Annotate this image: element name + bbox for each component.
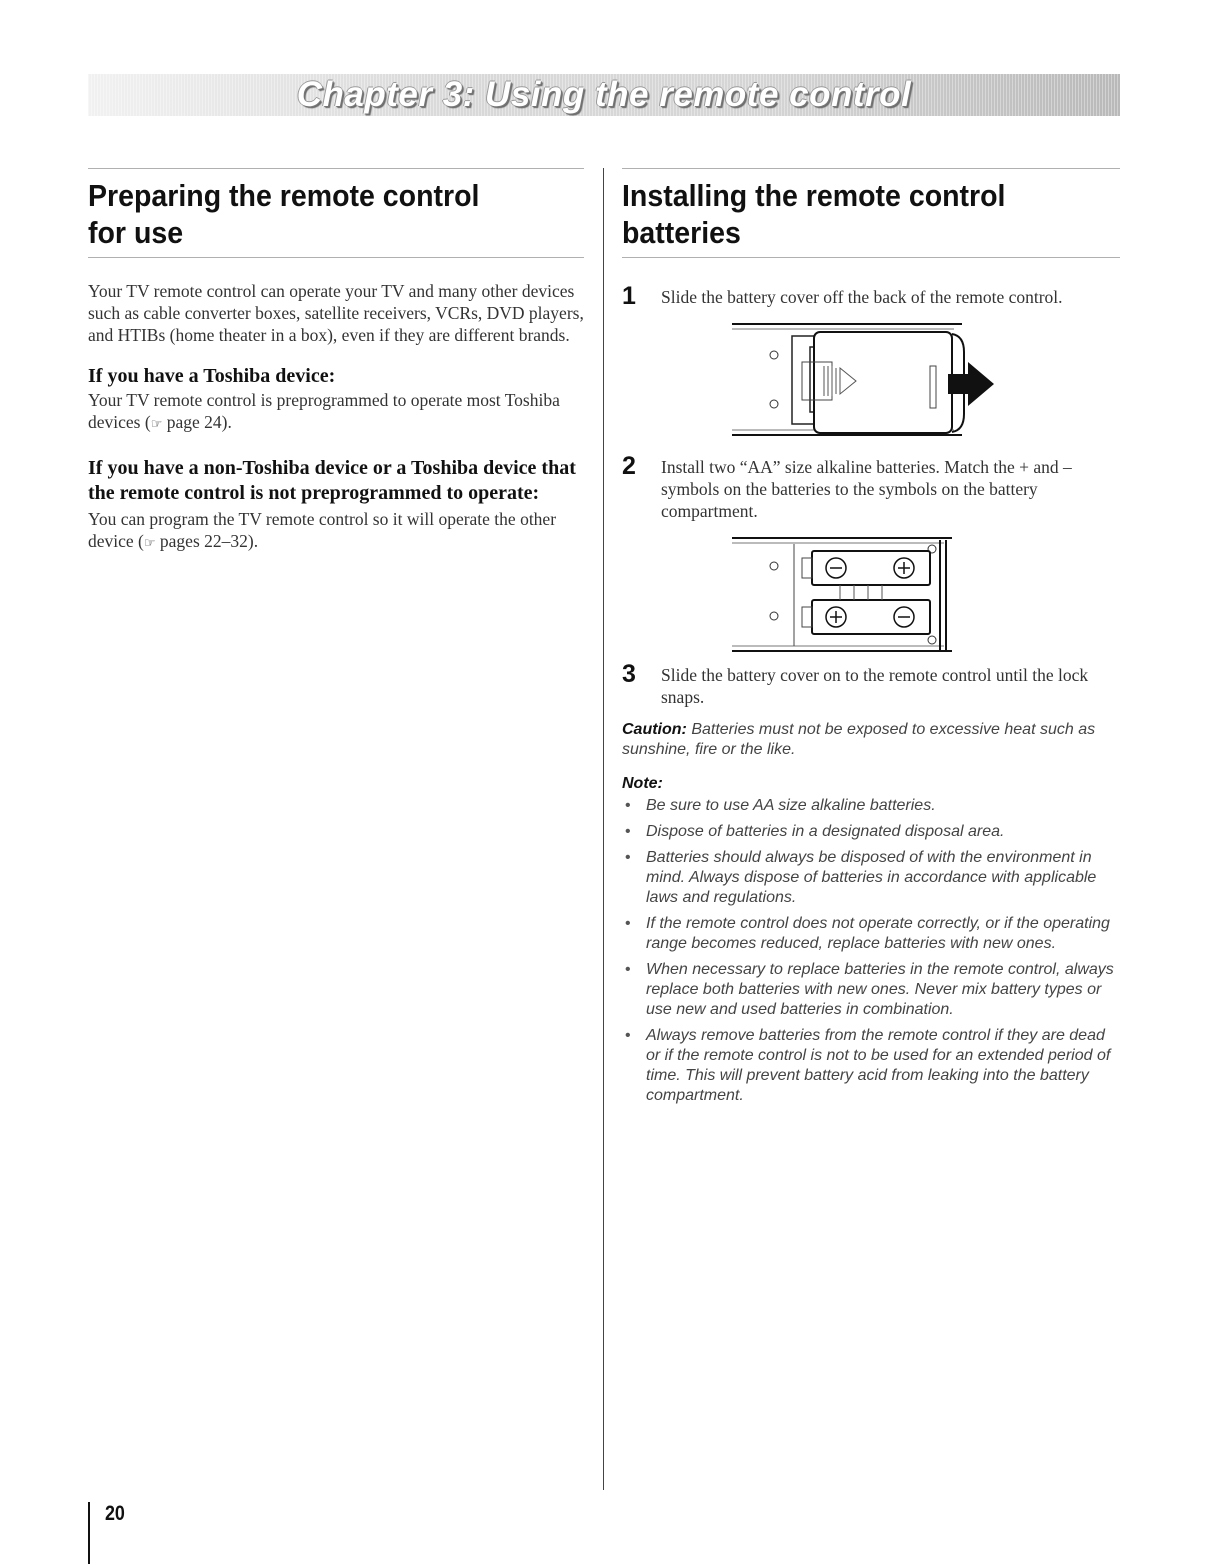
column-divider bbox=[603, 168, 604, 1490]
bullet-icon: • bbox=[625, 849, 631, 866]
list-item: • Dispose of batteries in a designated disposal area. bbox=[625, 823, 1005, 840]
bullet-icon: • bbox=[625, 823, 631, 840]
bullet-icon: • bbox=[625, 797, 631, 814]
intro-paragraph: Your TV remote control can operate your TV and many other devices such as cable converter boxes, satellite receivers, VCRs, DVD players, and HTIBs (home theater in a box), even if they are different brands. bbox=[88, 281, 584, 345]
step-1 bbox=[622, 282, 1120, 310]
heading-bottom-rule bbox=[622, 257, 1120, 258]
bullet-icon: • bbox=[625, 915, 631, 932]
page-number: 20 bbox=[105, 1502, 125, 1525]
section-heading-preparing: Preparing the remote control for use bbox=[88, 178, 480, 250]
list-item: • If the remote control does not operate correctly, or if the operating range becomes reduced, replace batteries with new ones. bbox=[625, 915, 1110, 952]
heading-bottom-rule bbox=[88, 257, 584, 258]
non-toshiba-page-ref: pages 22–32 bbox=[159, 531, 248, 551]
list-item: • When necessary to replace batteries in the remote control, always replace both batteries with new ones. Never mix battery types or use new and used batteries in combination. bbox=[625, 961, 1114, 1018]
heading-top-rule bbox=[88, 168, 584, 169]
battery-compartment-illustration bbox=[732, 536, 992, 656]
pointing-hand-icon: ☞ bbox=[143, 536, 156, 551]
step-text: Slide the battery cover off the back of the remote control. bbox=[661, 287, 1063, 307]
toshiba-paragraph: Your TV remote control is preprogrammed to operate most Toshiba devices (☞ page 24). bbox=[88, 389, 584, 436]
non-toshiba-subheading: If you have a non-Toshiba device or a Toshiba device that the remote control is not preprogrammed to operate: bbox=[88, 457, 576, 504]
step-text: Slide the battery cover on to the remote control until the lock snaps. bbox=[661, 665, 1089, 707]
left-column bbox=[88, 168, 584, 555]
list-item: • Always remove batteries from the remote control if they are dead or if the remote control is not to be used for an extended period of time. This will prevent battery acid from leaking into the battery compartment. bbox=[625, 1027, 1111, 1104]
battery-cover-removal-illustration bbox=[732, 322, 1012, 442]
list-item: • Batteries should always be disposed of with the environment in mind. Always dispose of batteries in accordance with applicable laws and regulations. bbox=[625, 849, 1097, 906]
step-number: 1 bbox=[622, 282, 636, 310]
note-heading: Note: bbox=[622, 775, 663, 792]
right-column bbox=[622, 168, 1120, 1112]
heading-top-rule bbox=[622, 168, 1120, 169]
bullet-icon: • bbox=[625, 1027, 631, 1044]
non-toshiba-paragraph: You can program the TV remote control so it will operate the other device (☞ pages 22–32). bbox=[88, 508, 584, 555]
toshiba-subheading: If you have a Toshiba device: bbox=[88, 365, 336, 387]
step-2 bbox=[622, 452, 1120, 522]
notes-list bbox=[622, 796, 1120, 1106]
step-3 bbox=[622, 660, 1120, 708]
toshiba-page-ref: page 24 bbox=[166, 412, 222, 432]
step-text: Install two “AA” size alkaline batteries. Match the + and – symbols on the batteries to the symbols on the battery compartment. bbox=[661, 457, 1072, 521]
section-heading-installing: Installing the remote control batteries bbox=[622, 178, 1006, 250]
step-number: 3 bbox=[622, 660, 636, 688]
list-item: • Be sure to use AA size alkaline batteries. bbox=[625, 797, 936, 814]
bullet-icon: • bbox=[625, 961, 631, 978]
chapter-title: Chapter 3: Using the remote control bbox=[296, 75, 912, 114]
page-number-bar bbox=[88, 1502, 90, 1564]
caution-text: Caution: Batteries must not be exposed to excessive heat such as sunshine, fire or the like. bbox=[622, 721, 1096, 758]
chapter-banner bbox=[88, 74, 1120, 116]
step-number: 2 bbox=[622, 452, 636, 480]
pointing-hand-icon: ☞ bbox=[150, 417, 163, 432]
caution-label: Caution: bbox=[622, 721, 687, 738]
